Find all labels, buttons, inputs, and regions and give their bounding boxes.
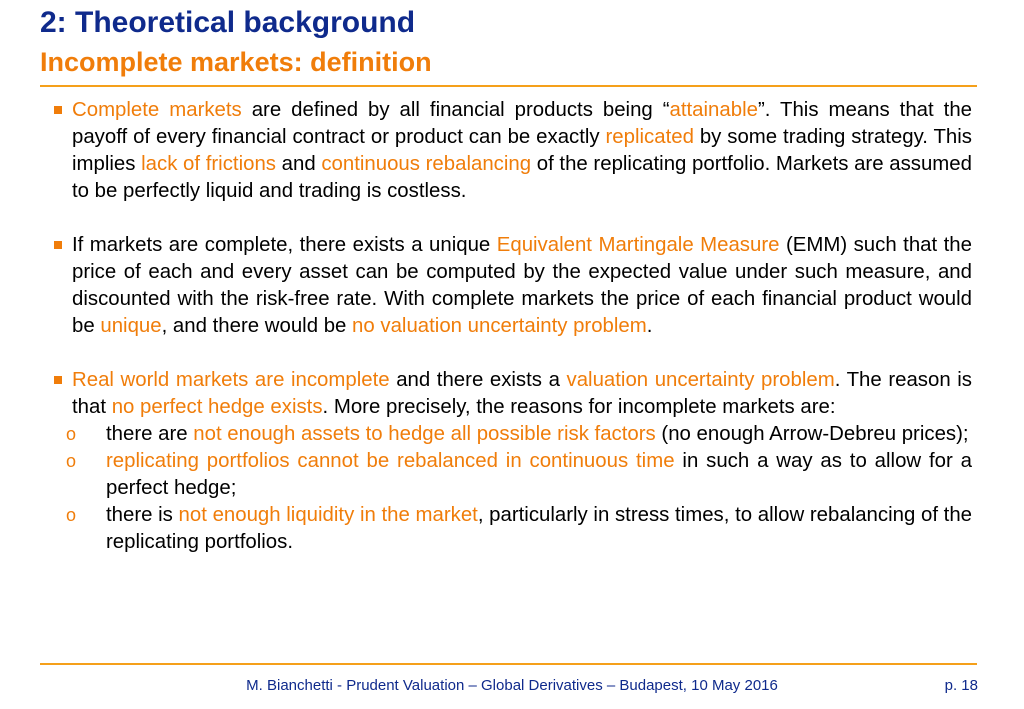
square-bullet-icon <box>54 106 62 114</box>
sub-bullet-text: , particularly in stress times, to allow rebalancing of the replicating portfolios. <box>106 504 972 553</box>
bullet-emm <box>52 232 972 340</box>
circle-bullet-icon: o <box>66 505 77 525</box>
slide-body <box>52 97 972 556</box>
bullet-text: and there exists a <box>389 369 567 391</box>
sub-bullet-text: there are <box>106 423 194 445</box>
bullet-text: replicated <box>605 126 694 148</box>
bullet-text: . More precisely, the reasons for incomplete markets are: <box>322 396 836 418</box>
slide-subtitle: Incomplete markets: definition <box>40 47 432 77</box>
page-number: p. 18 <box>944 677 978 694</box>
sub-bullet-rebalancing <box>52 448 972 502</box>
bullet-text: attainable <box>669 99 758 121</box>
bullet-text: (EMM) such that the price of each and every asset can be computed by the expected value under such measure, and discounted with the risk-free rate. With complete markets the price of each financial product would be <box>72 234 972 337</box>
sub-bullet-assets <box>52 421 972 448</box>
circle-bullet-icon: o <box>66 451 77 471</box>
square-bullet-icon <box>54 376 62 384</box>
bullet-text: valuation uncertainty problem <box>566 369 835 391</box>
bullet-text: and <box>275 153 322 175</box>
footer-divider <box>40 663 977 665</box>
bullet-text: Complete markets <box>72 99 242 121</box>
bullet-text: . The reason is that <box>72 369 972 418</box>
bullet-text: unique <box>100 315 162 337</box>
bullet-text: no perfect hedge exists <box>111 396 323 418</box>
sub-bullet-text: not enough liquidity in the market <box>178 504 478 526</box>
square-bullet-icon <box>54 241 62 249</box>
bullet-text: are defined by all financial products being “ <box>241 99 670 121</box>
bullet-text: Real world markets are incomplete <box>72 369 390 391</box>
sub-bullet-text: there is <box>106 504 179 526</box>
bullet-complete-markets <box>52 97 972 205</box>
circle-bullet-icon: o <box>66 424 77 444</box>
sub-bullet-liquidity <box>52 502 972 556</box>
slide-title: 2: Theoretical background <box>40 6 416 39</box>
bullet-text: lack of frictions <box>141 153 276 175</box>
sub-bullet-text: in such a way as to allow for a perfect hedge; <box>106 450 972 499</box>
bullet-text: . <box>646 315 653 337</box>
sub-bullet-text: not enough assets to hedge all possible risk factors <box>193 423 656 445</box>
bullet-text: Equivalent Martingale Measure <box>496 234 780 256</box>
bullet-text: , and there would be <box>161 315 353 337</box>
sub-bullet-text: replicating portfolios cannot be rebalanced in continuous time <box>106 450 675 472</box>
footer-citation: M. Bianchetti - Prudent Valuation – Global Derivatives – Budapest, 10 May 2016 <box>246 677 778 694</box>
bullet-text: continuous rebalancing <box>321 153 532 175</box>
bullet-text: of the replicating portfolio. Markets are assumed to be perfectly liquid and trading is costless. <box>72 153 972 202</box>
bullet-text: no valuation uncertainty problem <box>352 315 647 337</box>
sub-bullet-text: (no enough Arrow-Debreu prices); <box>655 423 969 445</box>
bullet-text: If markets are complete, there exists a unique <box>72 234 497 256</box>
bullet-real-world <box>52 367 972 421</box>
bullet-text: ”. This means that the payoff of every financial contract or product can be exactly <box>72 99 972 148</box>
header-divider <box>40 85 977 87</box>
bullet-text: by some trading strategy. This implies <box>72 126 972 175</box>
